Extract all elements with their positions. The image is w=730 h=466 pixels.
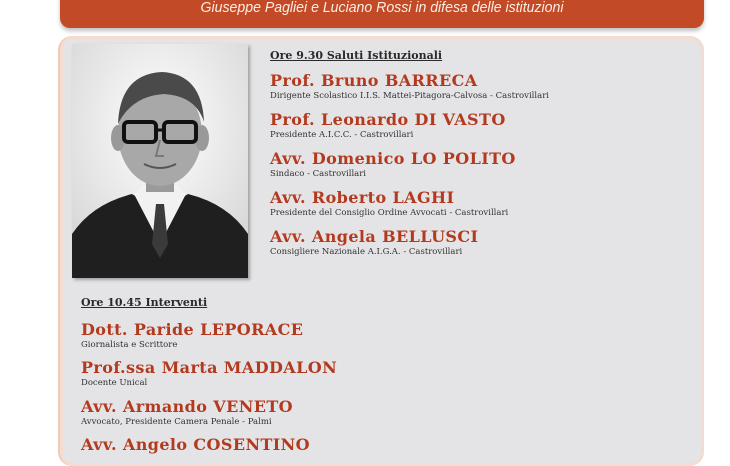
speaker-role: Giornalista e Scrittore: [81, 340, 178, 350]
speaker-name: Prof. Bruno BARRECA: [270, 71, 478, 90]
greetings-heading: Ore 9.30 Saluti Istituzionali: [270, 49, 443, 62]
speaker-role: Avvocato, Presidente Camera Penale - Palmi: [81, 417, 272, 427]
speaker-name: Avv. Roberto LAGHI: [270, 188, 455, 207]
speaker-entry: [81, 320, 303, 351]
speaker-name: Avv. Angela BELLUSCI: [270, 227, 479, 246]
speaker-entry: [270, 188, 508, 219]
speaker-entry: [270, 149, 516, 180]
speaker-role: Sindaco - Castrovillari: [270, 169, 367, 179]
speaker-entry: [270, 71, 549, 102]
speaker-role: Dirigente Scolastico I.I.S. Mattei-Pitagora-Calvosa - Castrovillari: [270, 91, 549, 101]
speaker-name: Avv. Domenico LO POLITO: [270, 149, 516, 168]
speaker-role: Presidente del Consiglio Ordine Avvocati - Castrovillari: [270, 208, 509, 218]
speaker-entry: [81, 358, 337, 389]
speaker-entry: [270, 110, 506, 141]
speaker-entry: [270, 227, 478, 258]
speaker-role: Presidente A.I.C.C. - Castrovillari: [270, 130, 414, 140]
speaker-role: Consigliere Nazionale A.I.G.A. - Castrovillari: [270, 247, 463, 257]
speaker-name: Prof.ssa Marta MADDALON: [81, 358, 338, 377]
speaker-name: Dott. Paride LEPORACE: [81, 320, 304, 339]
speaker-entry: [81, 435, 310, 455]
talks-heading: Ore 10.45 Interventi: [81, 296, 208, 309]
speaker-entry: [81, 397, 293, 428]
banner-subtitle: Giuseppe Pagliei e Luciano Rossi in difesa delle istituzioni: [200, 0, 564, 16]
header-banner: [60, 0, 704, 28]
speaker-name: Avv. Angelo COSENTINO: [81, 435, 311, 454]
speaker-role: Docente Unical: [81, 378, 148, 388]
portrait-illustration: [72, 44, 248, 278]
portrait-photo: [72, 44, 248, 278]
speaker-name: Avv. Armando VENETO: [81, 397, 293, 416]
speaker-name: Prof. Leonardo DI VASTO: [270, 110, 506, 129]
